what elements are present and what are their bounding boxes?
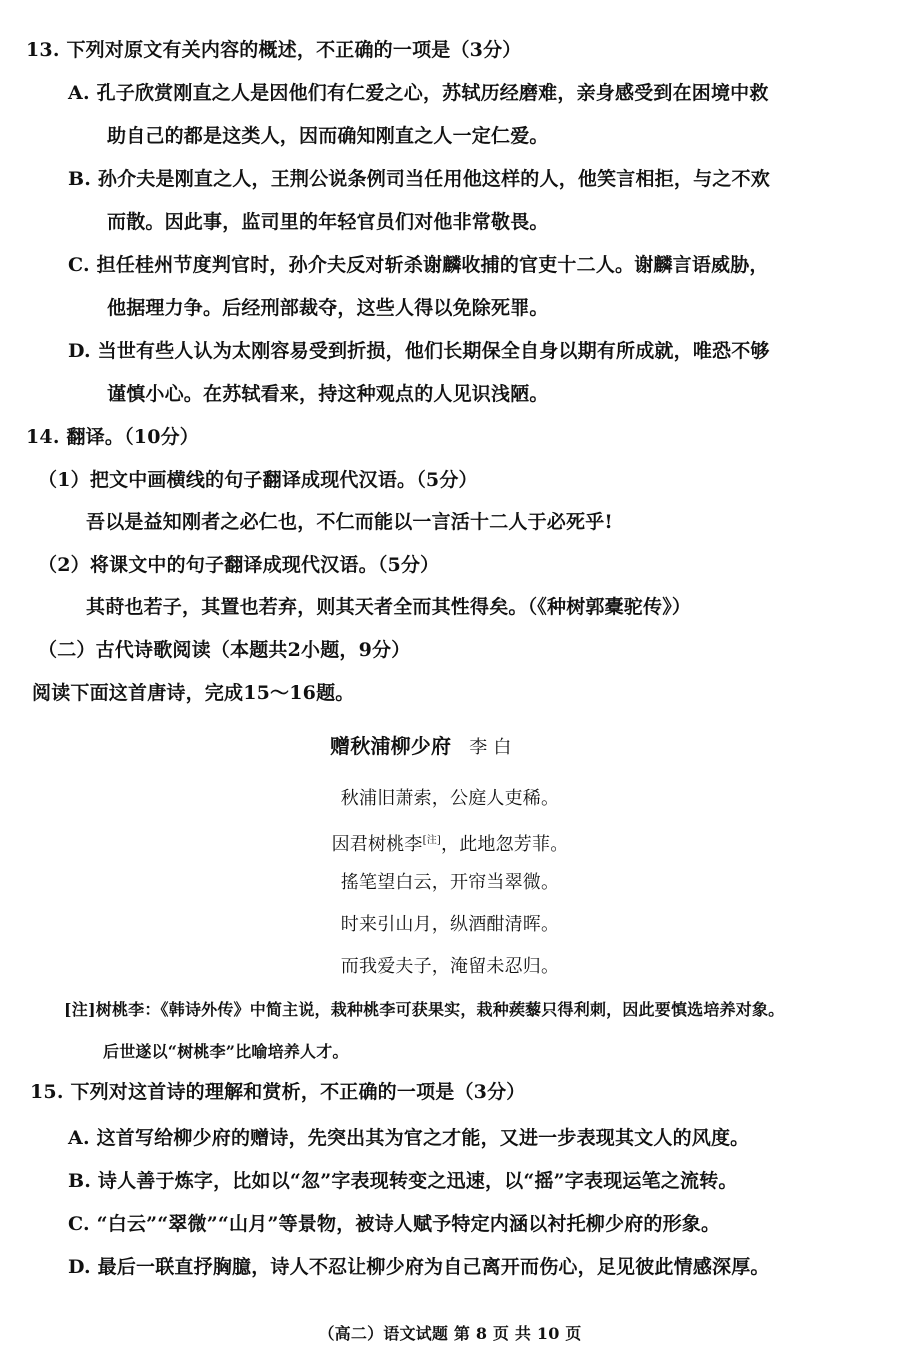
poem-note: [注]树桃李：《韩诗外传》中简主说，栽种桃李可获果实，栽种蒺藜只得利刺，因此要慎选培养对象。: [64, 1000, 785, 1019]
q15-option-d: D. 最后一联直抒胸臆，诗人不忍让柳少府为自己离开而伤心，足见彼此情感深厚。: [68, 1256, 770, 1278]
poem-title-text: 赠秋浦柳少府: [330, 734, 452, 758]
poem-author: 李 白: [469, 737, 512, 758]
q13-option-d: D. 当世有些人认为太刚容易受到折损，他们长期保全自身以期有所成就，唯恐不够: [68, 340, 770, 362]
poem-line-2-pre: 因君树桃李: [331, 834, 423, 855]
q13-option-b: B. 孙介夫是刚直之人，王荆公说条例司当任用他这样的人，他笑言相拒，与之不欢: [68, 168, 770, 190]
poem-line-5: 而我爱夫子，淹留未忍归。: [340, 956, 560, 977]
q14-part2-text: 其莳也若子，其置也若弃，则其天者全而其性得矣。（《种树郭橐驼传》）: [86, 596, 692, 618]
poem-title: [330, 733, 512, 761]
q13-option-c-cont: 他据理力争。后经刑部裁夺，这些人得以免除死罪。: [107, 297, 549, 319]
q13-option-b-cont: 而散。因此事，监司里的年轻官员们对他非常敬畏。: [107, 211, 549, 233]
q13-stem: 13. 下列对原文有关内容的概述，不正确的一项是（3分）: [26, 39, 522, 61]
page-footer: （高二）语文试题 第 8 页 共 10 页: [318, 1324, 582, 1343]
poem-line-4: 时来引山月，纵酒酣清晖。: [340, 914, 560, 935]
q14-part2: （2）将课文中的句子翻译成现代汉语。（5分）: [38, 554, 440, 576]
poem-line-3: 搖笔望白云，开帘当翠微。: [340, 872, 560, 893]
q15-option-c: C. “白云”“翠微”“山月”等景物，被诗人赋予特定内涵以衬托柳少府的形象。: [68, 1213, 721, 1235]
q15-option-b: B. 诗人善于炼字，比如以“忽”字表现转变之迅速，以“摇”字表现运笔之流转。: [68, 1170, 738, 1192]
q15-stem: 15. 下列对这首诗的理解和赏析，不正确的一项是（3分）: [30, 1081, 526, 1103]
poem-note-cont: 后世遂以“树桃李”比喻培养人才。: [103, 1042, 349, 1061]
q14-stem: 14. 翻译。（10分）: [26, 426, 200, 448]
poem-note-mark: [注]: [422, 835, 441, 846]
q13-option-d-cont: 谨慎小心。在苏轼看来，持这种观点的人见识浅陋。: [107, 383, 549, 405]
q13-option-c: C. 担任桂州节度判官时，孙介夫反对斩杀谢麟收捕的官吏十二人。谢麟言语威胁，: [68, 254, 769, 276]
section-intro: 阅读下面这首唐诗，完成15～16题。: [32, 682, 355, 704]
poem-line-1: 秋浦旧萧索，公庭人吏稀。: [340, 788, 560, 809]
section-heading: （二）古代诗歌阅读（本题共2小题，9分）: [38, 639, 411, 661]
poem-line-2: [0, 828, 900, 858]
poem-line-2-post: ，此地忽芳菲。: [441, 834, 569, 855]
q13-option-a-cont: 助自己的都是这类人，因而确知刚直之人一定仁爱。: [107, 125, 549, 147]
q14-part1-text: 吾以是益知刚者之必仁也，不仁而能以一言活十二人于必死乎!: [86, 511, 613, 533]
q15-option-a: A. 这首写给柳少府的赠诗，先突出其为官之才能，又进一步表现其文人的风度。: [68, 1127, 750, 1149]
q13-option-a: A. 孔子欣赏刚直之人是因他们有仁爱之心，苏轼历经磨难，亲身感受到在困境中救: [68, 82, 769, 104]
q14-part1: （1）把文中画横线的句子翻译成现代汉语。（5分）: [38, 469, 478, 491]
